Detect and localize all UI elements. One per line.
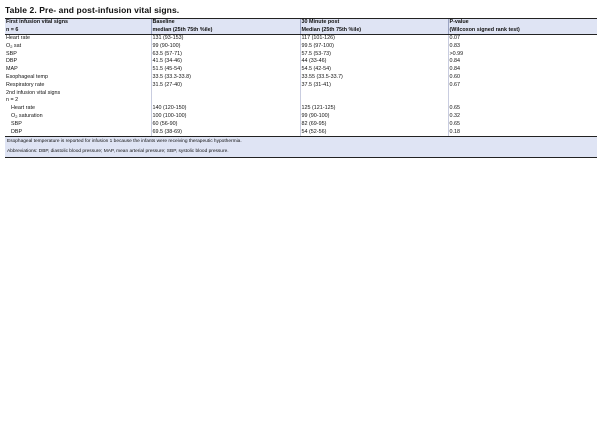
table-row xyxy=(5,74,597,82)
post-value: 54 (52-56) xyxy=(300,129,448,137)
row-label: $O_2$ sat xyxy=(6,42,22,49)
footnote-abbreviations: Abbreviations: DBP, diastolic blood pressure; MAP, mean arterial pressure; SBP, systolic blood pressure. xyxy=(5,147,597,158)
section-title: 2nd infusion vital signs xyxy=(6,89,61,96)
table-row xyxy=(5,105,597,113)
p-value: 0.18 xyxy=(448,129,597,137)
post-value: 125 (121-125) xyxy=(300,105,448,113)
vital-signs-table xyxy=(5,18,597,137)
table-row xyxy=(5,113,597,121)
row-label: $O_2$ saturation xyxy=(11,112,43,119)
table-caption: Table 2. Pre- and post-infusion vital signs. xyxy=(5,5,180,15)
header-cell-post: 30 Minute post Median (25th 75th %ile) xyxy=(300,19,448,35)
baseline-value: 41.5 (34-46) xyxy=(151,58,300,66)
post-value: 37.5 (31-41) xyxy=(300,82,448,90)
table-row xyxy=(5,66,597,74)
p-value: 0.65 xyxy=(448,105,597,113)
post-value: 99.5 (97-100) xyxy=(300,43,448,51)
baseline-value: 51.5 (45-54) xyxy=(151,66,300,74)
header-row xyxy=(5,19,597,35)
header-cell-vitals: First infusion vital signs n = 6 xyxy=(5,19,151,35)
baseline-value: 131 (93-153) xyxy=(151,35,300,43)
p-value: 0.60 xyxy=(448,74,597,82)
p-value: 0.84 xyxy=(448,58,597,66)
baseline-value: 140 (120-150) xyxy=(151,105,300,113)
p-value: >0.99 xyxy=(448,51,597,59)
header-cell-baseline: Baseline median (25th 75th %ile) xyxy=(151,19,300,35)
baseline-value: 63.5 (57-71) xyxy=(151,51,300,59)
row-label: Heart rate xyxy=(11,105,35,112)
row-label: Esophageal temp xyxy=(6,73,48,80)
table-row xyxy=(5,129,597,137)
p-value: 0.65 xyxy=(448,121,597,129)
baseline-value: 33.5 (33.3-33.8) xyxy=(151,74,300,82)
table-row xyxy=(5,121,597,129)
table-row xyxy=(5,58,597,66)
post-value: 57.5 (53-73) xyxy=(300,51,448,59)
row-label: SBP xyxy=(6,50,17,57)
post-value: 33.55 (33.5-33.7) xyxy=(300,74,448,82)
post-value: 99 (90-100) xyxy=(300,113,448,121)
row-label: DBP xyxy=(5,129,151,137)
table-row xyxy=(5,43,597,51)
baseline-value: 69.5 (38-69) xyxy=(151,129,300,137)
post-value: 54.5 (42-54) xyxy=(300,66,448,74)
footnote-temperature: Esophageal temperature is reported for infusion 1 because the infants were receiving therapeutic hypothermia. xyxy=(5,137,597,147)
baseline-value: 60 (56-90) xyxy=(151,121,300,129)
post-value: 82 (69-95) xyxy=(300,121,448,129)
row-label: DBP xyxy=(6,58,18,65)
p-value: 0.84 xyxy=(448,66,597,74)
table-row xyxy=(5,82,597,90)
post-value: 44 (33-46) xyxy=(300,58,448,66)
section-n-row xyxy=(5,97,597,105)
p-value: 0.83 xyxy=(448,43,597,51)
row-label: Heart rate xyxy=(6,35,30,41)
post-value: 117 (101-126) xyxy=(300,35,448,43)
section-n: n = 2 xyxy=(6,97,19,104)
row-label: MAP xyxy=(6,66,18,73)
baseline-value: 31.5 (27-40) xyxy=(151,82,300,90)
row-label: Respiratory rate xyxy=(6,81,45,88)
baseline-value: 99 (90-100) xyxy=(151,43,300,51)
table-figure xyxy=(5,4,597,158)
header-cell-pvalue: P-value (Wilcoxon signed rank test) xyxy=(448,19,597,35)
table-row xyxy=(5,35,597,43)
p-value: 0.32 xyxy=(448,113,597,121)
row-label: SBP xyxy=(11,120,22,127)
section-title-row xyxy=(5,90,597,98)
baseline-value: 100 (100-100) xyxy=(151,113,300,121)
table-row xyxy=(5,51,597,59)
p-value: 0.67 xyxy=(448,82,597,90)
p-value: 0.07 xyxy=(448,35,597,43)
